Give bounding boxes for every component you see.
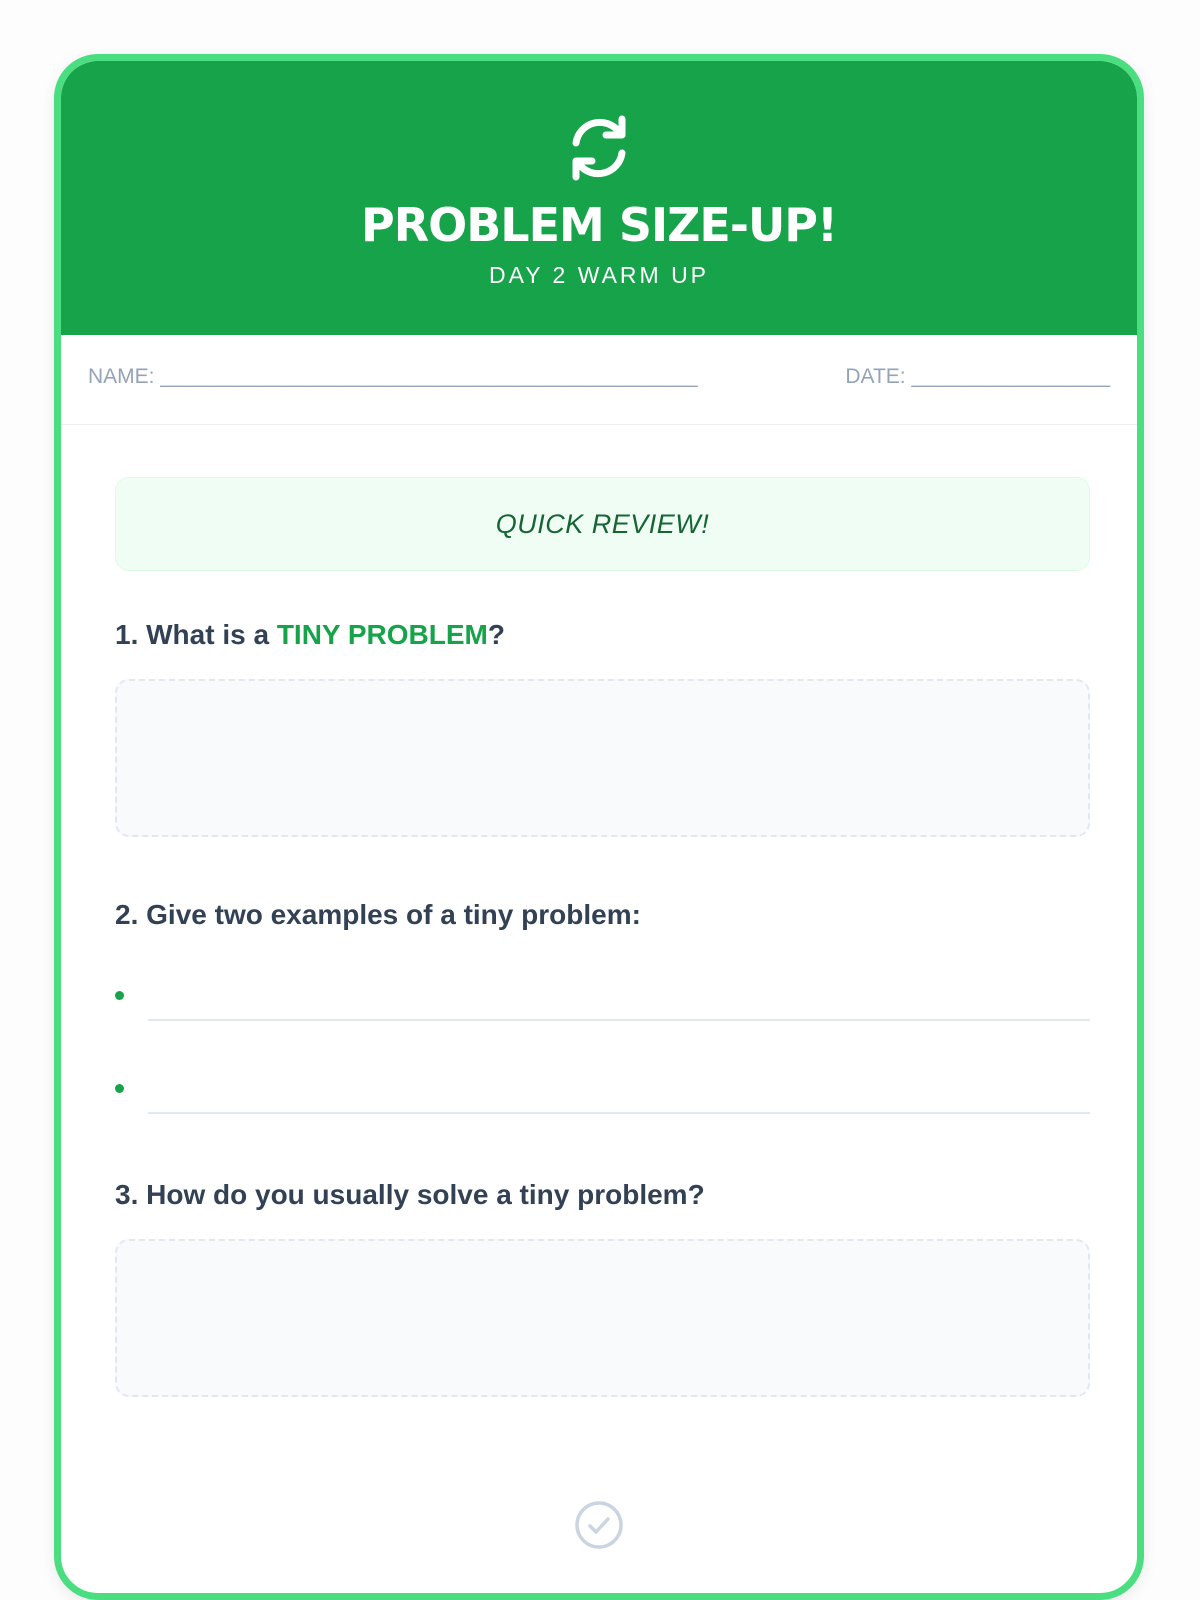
bullet-icon — [115, 991, 124, 1000]
name-field-label: NAME: ______________________________________________ — [88, 365, 698, 388]
answer-box-3[interactable] — [115, 1239, 1090, 1397]
date-field-label: DATE: _________________ — [845, 365, 1110, 388]
question-3: 3. How do you usually solve a tiny problem? — [115, 1179, 705, 1210]
question-1-suffix: ? — [487, 619, 505, 650]
question-1-prefix: 1. What is a — [115, 619, 277, 650]
question-2: 2. Give two examples of a tiny problem: — [115, 899, 641, 930]
check-circle-icon — [573, 1499, 625, 1551]
answer-box-1[interactable] — [115, 679, 1090, 837]
worksheet-title: PROBLEM SIZE-UP! — [361, 198, 837, 252]
question-1 — [115, 619, 505, 651]
bullet-icon — [115, 1084, 124, 1093]
question-1-highlight: TINY PROBLEM — [276, 619, 488, 650]
worksheet-card — [54, 54, 1144, 1600]
worksheet-subtitle: DAY 2 WARM UP — [488, 262, 710, 288]
name-date-row — [61, 335, 1137, 425]
quick-review-banner: QUICK REVIEW! — [115, 477, 1090, 571]
refresh-icon — [562, 111, 636, 185]
answer-underline — [148, 1112, 1090, 1114]
answer-underline — [148, 1019, 1090, 1021]
worksheet-header — [61, 61, 1137, 335]
answer-line-1[interactable] — [115, 961, 1090, 1021]
answer-line-2[interactable] — [115, 1054, 1090, 1114]
